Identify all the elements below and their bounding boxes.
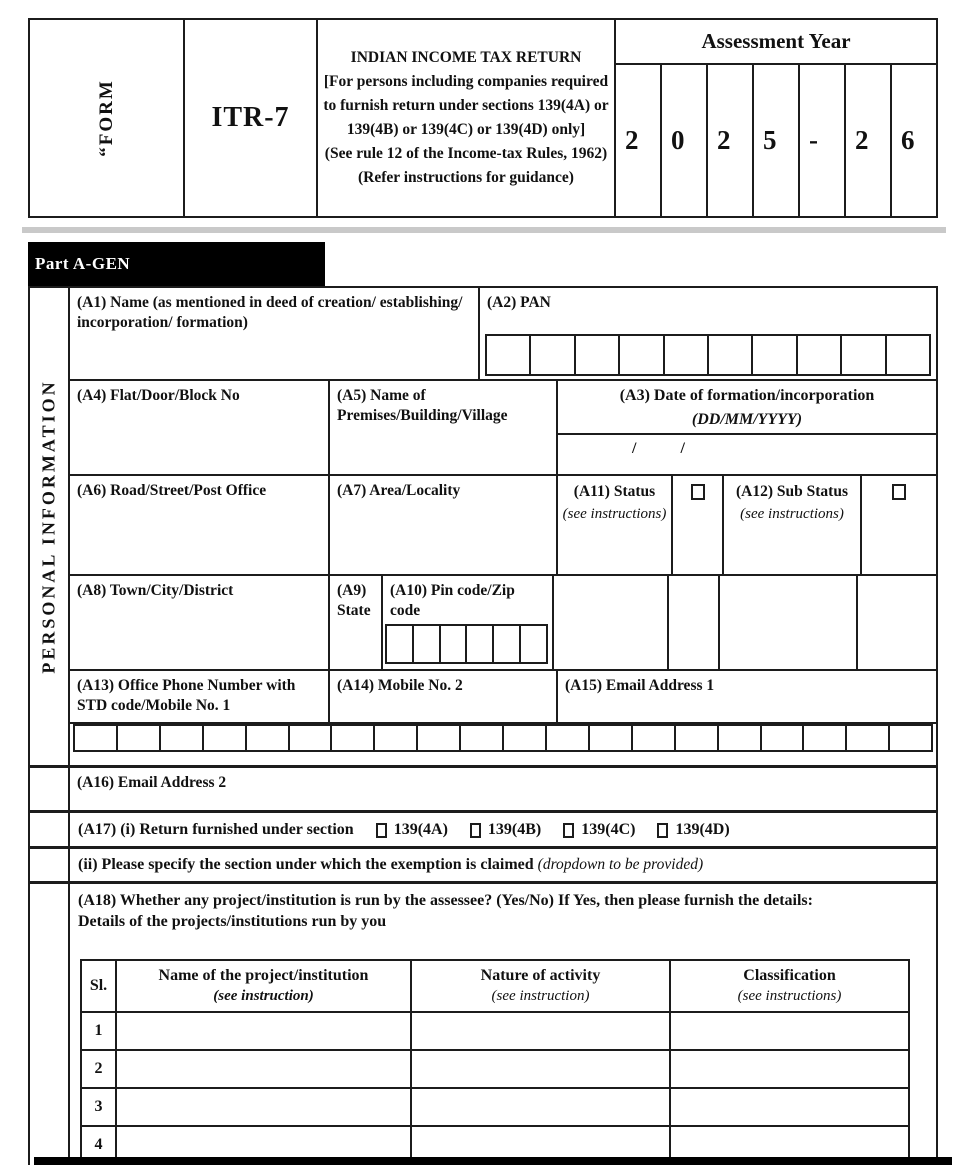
part-a-gen-header	[28, 242, 325, 286]
contact-char-box[interactable]	[459, 724, 504, 752]
field-a3-title: (A3) Date of formation/incorporation	[619, 387, 875, 404]
pan-char-box[interactable]	[485, 334, 531, 376]
sidebar-stub	[30, 849, 70, 881]
row-sl-number: 3	[94, 1098, 103, 1116]
table-row	[82, 1011, 908, 1049]
header-name-cell	[117, 961, 412, 1011]
option-label: 139(4A)	[393, 821, 448, 839]
pan-char-box[interactable]	[796, 334, 842, 376]
field-a5-premises-cell[interactable]	[330, 381, 558, 474]
row-sl-number: 2	[94, 1060, 103, 1078]
contact-char-box[interactable]	[802, 724, 847, 752]
row-name-cell[interactable]	[117, 1089, 412, 1125]
row-a8-a9-a10	[70, 574, 936, 669]
form-description-rule: (See rule 12 of the Income-tax Rules, 1962)	[324, 145, 608, 163]
header-classification-title: Classification	[743, 967, 836, 985]
header-name-note: (see instruction)	[213, 988, 314, 1005]
pan-char-box[interactable]	[751, 334, 797, 376]
form-description-refer: (Refer instructions for guidance)	[358, 169, 574, 187]
personal-information-sidebar	[30, 288, 70, 765]
header-classification-cell	[671, 961, 908, 1011]
a17-option-139-4a	[376, 821, 448, 839]
form-description-applicability: [For persons including companies required to furnish return under sections 139(4A) or 139(4B) or 139(4C) or 139(4D) only]	[323, 72, 609, 138]
option-label: 139(4D)	[675, 821, 730, 839]
row-classification-cell[interactable]	[671, 1051, 908, 1087]
row-sl-number: 4	[94, 1136, 103, 1154]
field-a12-entry-cell[interactable]	[858, 576, 936, 669]
header-nature-title: Nature of activity	[480, 967, 601, 985]
field-a18-question	[70, 884, 936, 933]
pin-char-box[interactable]	[439, 624, 468, 664]
field-a14-label: (A14) Mobile No. 2	[337, 677, 463, 694]
date-slash: /	[680, 440, 685, 457]
form-code-label: ITR-7	[211, 102, 290, 133]
row-a6-a7-a11-a12	[70, 474, 936, 574]
contact-char-box[interactable]	[373, 724, 418, 752]
row-a1-a2	[70, 288, 936, 379]
ay-digit-cell: 5	[752, 65, 798, 216]
form-description-title: INDIAN INCOME TAX RETURN	[350, 48, 582, 66]
pin-char-box[interactable]	[465, 624, 494, 664]
header-sl: Sl.	[89, 977, 108, 995]
sidebar-stub	[30, 884, 70, 1165]
field-a4-label: (A4) Flat/Door/Block No	[77, 387, 240, 404]
contact-char-box[interactable]	[760, 724, 805, 752]
field-a12-title: (A12) Sub Status	[736, 483, 848, 500]
field-a13-label: (A13) Office Phone Number with STD code/Mobile No. 1	[77, 677, 296, 715]
a11-status-checkbox[interactable]	[691, 484, 705, 500]
row-name-cell[interactable]	[117, 1013, 412, 1049]
ay-digit-cell: 0	[660, 65, 706, 216]
pin-char-box[interactable]	[385, 624, 414, 664]
ay-digit-cell: 2	[706, 65, 752, 216]
row-contact-boxes	[70, 722, 936, 765]
contact-char-box[interactable]	[416, 724, 461, 752]
row-nature-cell[interactable]	[412, 1051, 671, 1087]
ay-digit-cell: 2	[844, 65, 890, 216]
row-a13-a14-a15	[70, 669, 936, 722]
checkbox-139-4c[interactable]	[563, 823, 574, 838]
contact-char-box[interactable]	[288, 724, 333, 752]
ay-digit-cell: 2	[625, 125, 639, 155]
row-nature-cell[interactable]	[412, 1013, 671, 1049]
contact-char-box[interactable]	[674, 724, 719, 752]
pan-char-box[interactable]	[663, 334, 709, 376]
contact-char-box[interactable]	[245, 724, 290, 752]
field-a16-label: (A16) Email Address 2	[77, 774, 227, 791]
row-a17	[30, 810, 936, 845]
field-a11-checkbox-cell	[673, 476, 724, 574]
row-sl-number: 1	[94, 1022, 103, 1040]
pin-char-box[interactable]	[492, 624, 521, 664]
field-a10-label: (A10) Pin code/Zip code	[390, 582, 515, 620]
ay-digit-cell: 6	[890, 65, 936, 216]
contact-char-box[interactable]	[330, 724, 375, 752]
field-a14-mobile2-cell[interactable]	[330, 671, 558, 722]
checkbox-139-4a[interactable]	[376, 823, 387, 838]
option-label: 139(4C)	[581, 821, 636, 839]
field-a3-date-cell	[558, 381, 936, 474]
field-a7-label: (A7) Area/Locality	[337, 482, 461, 499]
personal-information-table	[28, 286, 938, 1165]
field-a11-title: (A11) Status	[573, 483, 656, 500]
date-slash: /	[632, 440, 637, 457]
contact-char-box[interactable]	[116, 724, 161, 752]
pan-char-box[interactable]	[840, 334, 886, 376]
contact-char-box[interactable]	[73, 724, 118, 752]
field-a12-note: (see instructions)	[740, 506, 844, 523]
sidebar-stub	[30, 813, 70, 845]
field-a5-label: (A5) Name of Premises/Building/Village	[337, 387, 508, 425]
field-a9-state-cell[interactable]	[330, 576, 383, 669]
contact-char-boxes	[73, 724, 933, 752]
next-section-bar-cut	[34, 1157, 952, 1165]
sidebar-stub	[30, 768, 70, 810]
row-sl-cell	[82, 1089, 117, 1125]
form-code-cell	[185, 20, 318, 216]
row-classification-cell[interactable]	[671, 1013, 908, 1049]
projects-table-header	[82, 961, 908, 1011]
contact-char-box[interactable]	[717, 724, 762, 752]
pan-char-box[interactable]	[707, 334, 753, 376]
a17-option-139-4c	[563, 821, 635, 839]
contact-char-box[interactable]	[845, 724, 890, 752]
field-a12-substatus-entry-cell[interactable]	[720, 576, 858, 669]
part-a-gen-label: Part A-GEN	[35, 254, 131, 273]
row-nature-cell[interactable]	[412, 1089, 671, 1125]
row-sl-cell	[82, 1013, 117, 1049]
field-a7-area-cell[interactable]	[330, 476, 558, 574]
row-name-cell[interactable]	[117, 1051, 412, 1087]
ay-digit-cell: -	[798, 65, 844, 216]
assessment-year-digits	[616, 65, 936, 216]
pan-char-box[interactable]	[574, 334, 620, 376]
contact-char-box[interactable]	[502, 724, 547, 752]
pin-char-box[interactable]	[412, 624, 441, 664]
field-a2-label: (A2) PAN	[487, 294, 551, 311]
field-a12-checkbox-cell	[862, 476, 936, 574]
row-sl-cell	[82, 1051, 117, 1087]
form-header-table	[28, 18, 938, 218]
a12-substatus-checkbox[interactable]	[892, 484, 906, 500]
field-a11-note: (see instructions)	[562, 506, 667, 523]
projects-table	[80, 959, 910, 1165]
field-a11-entry-cell[interactable]	[669, 576, 720, 669]
field-a13-phone-cell[interactable]	[70, 671, 330, 722]
table-row	[82, 1087, 908, 1125]
pin-char-box[interactable]	[519, 624, 548, 664]
assessment-year-title: Assessment Year	[616, 20, 936, 65]
row-classification-cell[interactable]	[671, 1089, 908, 1125]
checkbox-139-4b[interactable]	[470, 823, 481, 838]
personal-information-label: PERSONAL INFORMATION	[38, 379, 59, 674]
a17-option-139-4d	[657, 821, 729, 839]
header-nature-cell	[412, 961, 671, 1011]
field-a17-ii-line[interactable]	[70, 849, 936, 874]
field-a8-town-cell[interactable]	[70, 576, 330, 669]
field-a18-line1: (A18) Whether any project/institution is run by the assessee? (Yes/No) If Yes, then please furnish the details:	[78, 891, 813, 909]
contact-char-box[interactable]	[888, 724, 933, 752]
row-a18	[30, 881, 936, 1165]
field-a16-email2-cell[interactable]	[70, 768, 936, 810]
field-a1-label: (A1) Name (as mentioned in deed of creation/ establishing/ incorporation/ formation)	[77, 294, 463, 332]
form-rotated-label: “FORM	[95, 79, 117, 157]
pan-char-box[interactable]	[529, 334, 575, 376]
field-a15-label: (A15) Email Address 1	[565, 677, 715, 694]
field-a6-label: (A6) Road/Street/Post Office	[77, 482, 267, 499]
checkbox-139-4d[interactable]	[657, 823, 668, 838]
row-a17-ii	[30, 846, 936, 881]
field-a12-substatus-label-cell	[724, 476, 862, 574]
row-a16	[30, 765, 936, 810]
contact-char-box[interactable]	[631, 724, 676, 752]
contact-char-box[interactable]	[202, 724, 247, 752]
field-a1-name-cell[interactable]	[70, 288, 480, 379]
field-a17-ii-dropdown-note: (dropdown to be provided)	[537, 855, 704, 873]
field-a2-pan-cell[interactable]	[480, 288, 936, 379]
field-a17-section-line	[70, 813, 936, 839]
row-a4-a5-a3	[70, 379, 936, 474]
contact-char-box[interactable]	[159, 724, 204, 752]
field-a15-email1-cell[interactable]	[558, 671, 936, 722]
assessment-year-cell	[616, 20, 936, 216]
field-a4-flat-cell[interactable]	[70, 381, 330, 474]
option-label: 139(4B)	[487, 821, 542, 839]
header-name-title: Name of the project/institution	[158, 967, 369, 985]
pin-char-boxes	[385, 624, 548, 664]
field-a11-status-label-cell	[558, 476, 673, 574]
field-a8-label: (A8) Town/City/District	[77, 582, 234, 599]
field-a10-pincode-cell[interactable]	[383, 576, 554, 669]
field-a9-label: (A9) State	[337, 582, 371, 620]
header-sl-cell	[82, 961, 117, 1011]
field-a18-line2: Details of the projects/institutions run by you	[78, 913, 387, 931]
a17-option-139-4b	[470, 821, 541, 839]
table-row	[82, 1049, 908, 1087]
field-a17-ii-label: (ii) Please specify the section under which the exemption is claimed	[78, 855, 534, 873]
form-rotated-cell	[30, 20, 185, 216]
field-a3-format: (DD/MM/YYYY)	[691, 411, 803, 428]
pan-char-box[interactable]	[618, 334, 664, 376]
field-a11-status-entry-cell[interactable]	[554, 576, 669, 669]
contact-char-box[interactable]	[545, 724, 590, 752]
field-a3-label	[558, 381, 936, 435]
header-nature-note: (see instruction)	[491, 988, 590, 1005]
field-a17-label: (A17) (i) Return furnished under section	[78, 821, 354, 839]
contact-char-box[interactable]	[588, 724, 633, 752]
separator-band	[22, 227, 946, 233]
form-description-cell	[318, 20, 616, 216]
pan-char-boxes	[485, 334, 931, 376]
header-classification-note: (see instructions)	[737, 988, 842, 1005]
field-a6-road-cell[interactable]	[70, 476, 330, 574]
field-a3-date-entry[interactable]	[558, 435, 936, 474]
pan-char-box[interactable]	[885, 334, 931, 376]
